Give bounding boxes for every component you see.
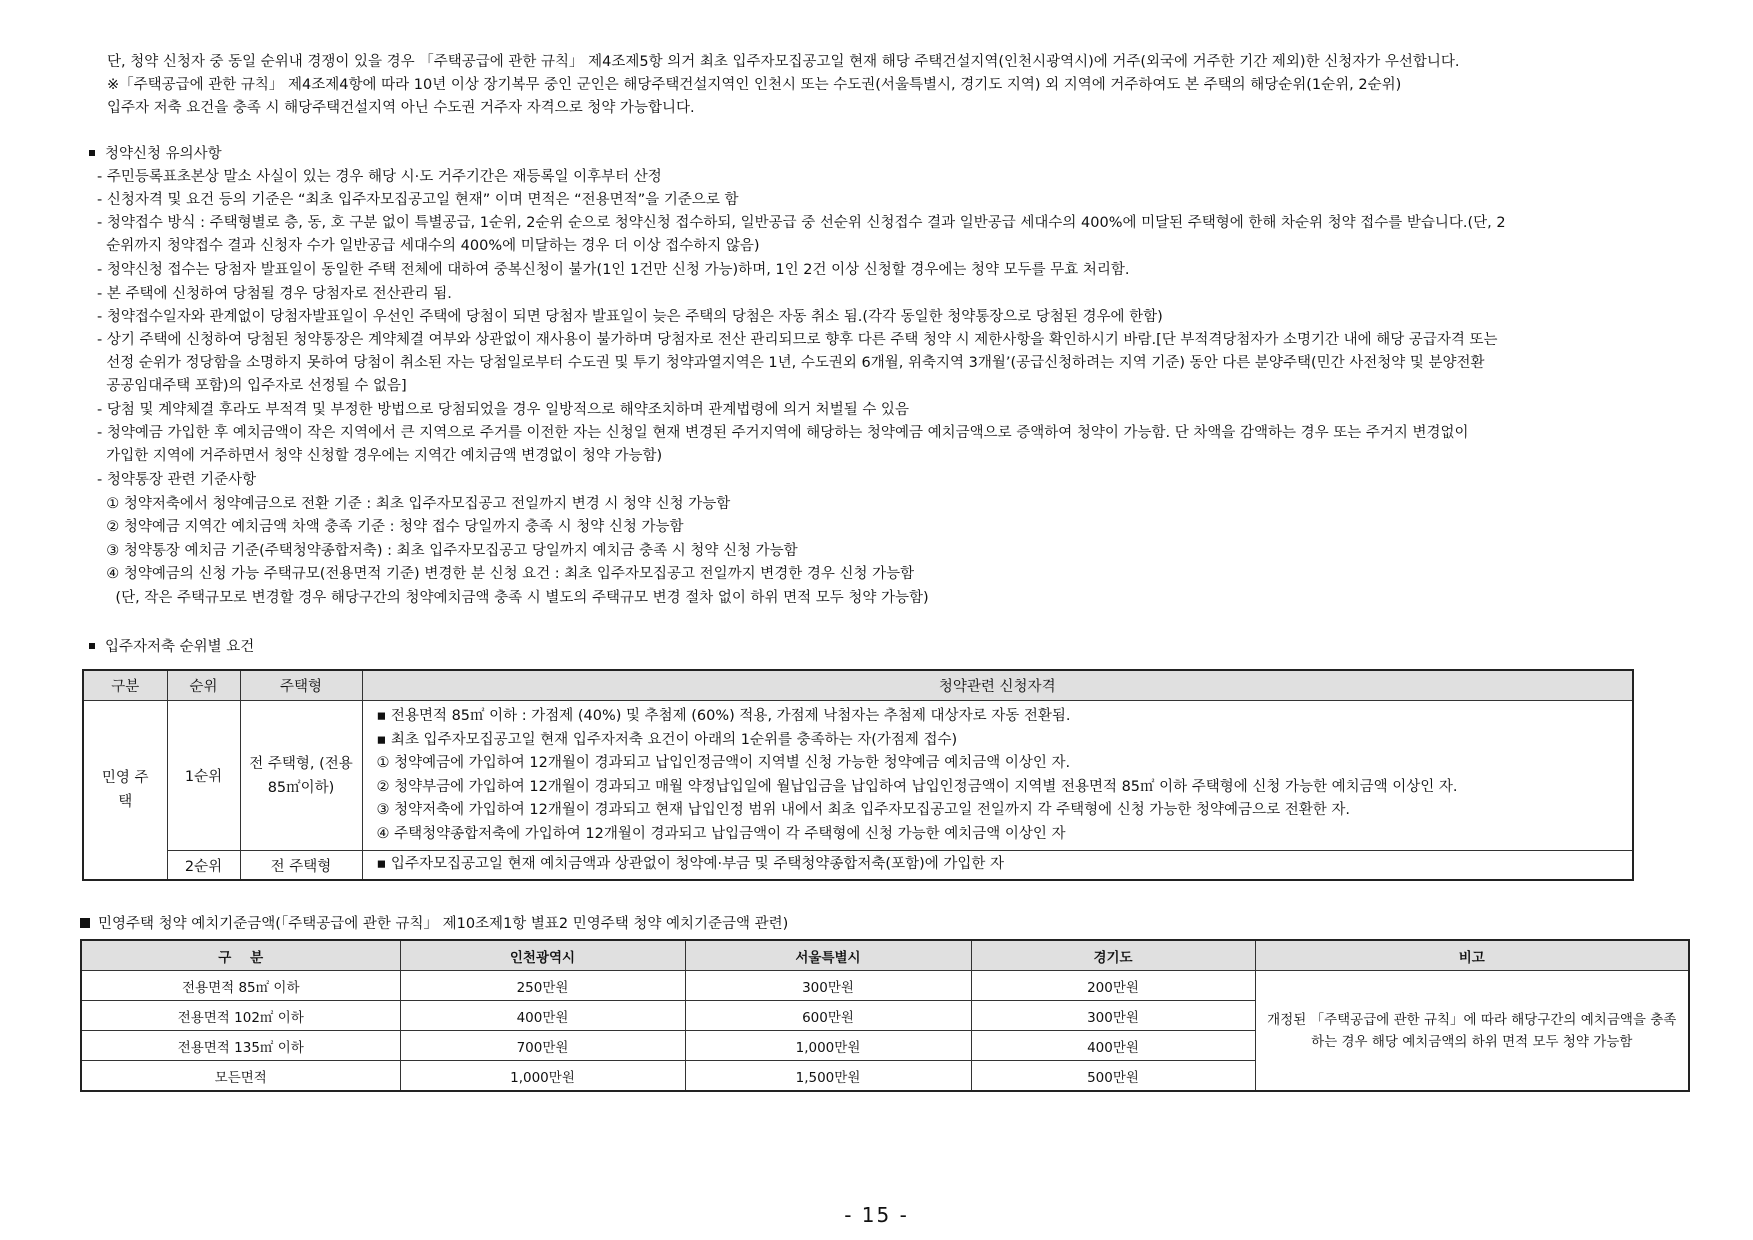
deposit-standard-table bbox=[80, 939, 1690, 1092]
gyeonggi-cell: 200만원 bbox=[971, 971, 1255, 1001]
intro-line-2: ※「주택공급에 관한 규칙」 제4조제4항에 따라 10년 이상 장기복무 중인 군인은 해당주택건설지역인 인천시 또는 수도권(서울특별시, 경기도 지역) 외 지역에 거주하여도 본 주택의 해당순위(1순위, 2순위) bbox=[107, 77, 1402, 93]
note-line: ② 청약예금 지역간 예치금액 차액 충족 기준 : 청약 접수 당일까지 충족 시 청약 신청 가능함 bbox=[97, 519, 684, 535]
note-line: - 당첨 및 계약체결 후라도 부적격 및 부정한 방법으로 당첨되었을 경우 일방적으로 해약조치하며 관계법령에 의거 처벌될 수 있음 bbox=[97, 402, 909, 418]
incheon-cell: 700만원 bbox=[400, 1031, 685, 1061]
gyeonggi-cell: 300만원 bbox=[971, 1001, 1255, 1031]
filled-square-icon bbox=[80, 918, 90, 928]
gyeonggi-cell: 400만원 bbox=[971, 1031, 1255, 1061]
intro-line-3: 입주자 저축 요건을 충족 시 해당주택건설지역 아닌 수도권 거주자 자격으로 청약 가능합니다. bbox=[107, 100, 695, 116]
note-line: (단, 작은 주택규모로 변경할 경우 해당구간의 청약예치금액 충족 시 별도의 주택규모 변경 절차 없이 하위 면적 모두 청약 가능함) bbox=[97, 590, 929, 606]
square-bullet-icon bbox=[89, 150, 95, 156]
table-row bbox=[81, 971, 1689, 1001]
note-line: ① 청약저축에서 청약예금으로 전환 기준 : 최초 입주자모집공고 전일까지 변경 시 청약 신청 가능함 bbox=[97, 496, 731, 512]
seoul-cell: 600만원 bbox=[685, 1001, 971, 1031]
header-cell: 경기도 bbox=[971, 940, 1255, 971]
deposit-heading bbox=[80, 914, 788, 934]
table-row bbox=[83, 851, 1633, 881]
header-cell: 비고 bbox=[1255, 940, 1689, 971]
area-cell: 전용면적 135㎡ 이하 bbox=[81, 1031, 400, 1061]
seoul-cell: 300만원 bbox=[685, 971, 971, 1001]
note-line: - 청약접수일자와 관계없이 당첨자발표일이 우선인 주택에 당첨이 되면 당첨자 발표일이 늦은 주택의 당첨은 자동 취소 됨.(각각 동일한 청약통장으로 당첨된 경우에 한함) bbox=[97, 309, 1163, 325]
square-bullet-icon bbox=[89, 643, 95, 649]
table-row bbox=[83, 701, 1633, 851]
header-cell: 인천광역시 bbox=[400, 940, 685, 971]
seoul-cell: 1,500만원 bbox=[685, 1061, 971, 1092]
note-line: - 상기 주택에 신청하여 당첨된 청약통장은 계약체결 여부와 상관없이 재사용이 불가하며 당첨자로 전산 관리되므로 향후 다른 주택 청약 시 제한사항을 확인하시기 바람.[단 부적격당첨자가 소명기간 내에 해당 공급자격 또는 bbox=[97, 332, 1498, 348]
intro-line-1: 단, 청약 신청자 중 동일 순위내 경쟁이 있을 경우 「주택공급에 관한 규칙」 제4조제5항 의거 최초 입주자모집공고일 현재 해당 주택건설지역(인천시광역시)에 거주(외국에 거주한 기간 제외)한 신청자가 우선합니다. bbox=[107, 54, 1460, 70]
qualification-line: ▪ 전용면적 85㎡ 이하 : 가점제 (40%) 및 추첨제 (60%) 적용, 가점제 낙첨자는 추첨제 대상자로 자동 전환됨. bbox=[376, 708, 1071, 724]
rank-cell: 2순위 bbox=[167, 851, 240, 881]
rank-cell: 1순위 bbox=[167, 701, 240, 851]
qualification-cell bbox=[362, 701, 1633, 851]
qualification-line: ① 청약예금에 가입하여 12개월이 경과되고 납입인정금액이 지역별 신청 가능한 청약예금 예치금액 이상인 자. bbox=[376, 755, 1071, 771]
note-line: - 청약접수 방식 : 주택형별로 층, 동, 호 구분 없이 특별공급, 1순위, 2순위 순으로 청약신청 접수하되, 일반공급 중 선순위 신청접수 결과 일반공급 세대수의 400%에 미달된 주택형에 한해 차순위 청약 접수를 받습니다.(단, 2 bbox=[97, 215, 1506, 231]
incheon-cell: 250만원 bbox=[400, 971, 685, 1001]
qualification-line: ② 청약부금에 가입하여 12개월이 경과되고 매월 약정납입일에 월납입금을 납입하여 납입인정금액이 지역별 전용면적 85㎡ 이하 주택형에 신청 가능한 예치금액 이상인 자. bbox=[376, 778, 1458, 795]
deposit-heading-text: 민영주택 청약 예치기준금액(「주택공급에 관한 규칙」 제10조제1항 별표2 민영주택 청약 예치기준금액 관련) bbox=[98, 916, 789, 932]
housing-type-cell: 전 주택형 bbox=[240, 851, 362, 881]
area-cell: 전용면적 85㎡ 이하 bbox=[81, 971, 400, 1001]
category-cell: 민영 주택 bbox=[83, 701, 167, 881]
note-line: ③ 청약통장 예치금 기준(주택청약종합저축) : 최초 입주자모집공고 당일까지 예치금 충족 시 청약 신청 가능함 bbox=[97, 543, 798, 559]
note-line: - 신청자격 및 요건 등의 기준은 “최초 입주자모집공고일 현재” 이며 면적은 “전용면적”을 기준으로 함 bbox=[97, 192, 739, 208]
note-line: 선정 순위가 정당함을 소명하지 못하여 당첨이 취소된 자는 당첨일로부터 수도권 및 투기 청약과열지역은 1년, 수도권외 6개월, 위축지역 3개월’(공급신청하려는 지역 기준) 동안 다른 분양주택(민간 사전청약 및 분양전환 bbox=[97, 355, 1485, 371]
note-line: 순위까지 청약접수 결과 신청자 수가 일반공급 세대수의 400%에 미달하는 경우 더 이상 접수하지 않음) bbox=[97, 238, 760, 254]
note-line: - 본 주택에 신청하여 당첨될 경우 당첨자로 전산관리 됨. bbox=[97, 286, 452, 302]
rank-requirements-table bbox=[82, 669, 1634, 881]
table-header-row bbox=[83, 670, 1633, 701]
housing-type-cell: 전 주택형, (전용 85㎡이하) bbox=[240, 701, 362, 851]
area-cell: 전용면적 102㎡ 이하 bbox=[81, 1001, 400, 1031]
rank-heading bbox=[89, 637, 254, 657]
note-line: - 청약예금 가입한 후 예치금액이 작은 지역에서 큰 지역으로 주거를 이전한 자는 신청일 현재 변경된 주거지역에 해당하는 청약예금 예치금액으로 증액하여 청약이 가능함. 단 차액을 감액하는 경우 또는 주거지 변경없이 bbox=[97, 425, 1469, 441]
incheon-cell: 1,000만원 bbox=[400, 1061, 685, 1092]
page-number: - 15 - bbox=[844, 1203, 909, 1227]
seoul-cell: 1,000만원 bbox=[685, 1031, 971, 1061]
gyeonggi-cell: 500만원 bbox=[971, 1061, 1255, 1092]
header-cell: 순위 bbox=[167, 670, 240, 701]
header-cell: 주택형 bbox=[240, 670, 362, 701]
qualification-line: ▪ 최초 입주자모집공고일 현재 입주자저축 요건이 아래의 1순위를 충족하는 자(가점제 접수) bbox=[376, 731, 958, 748]
header-cell: 청약관련 신청자격 bbox=[362, 670, 1633, 701]
note-line: 공공임대주택 포함)의 입주자로 선정될 수 없음] bbox=[97, 378, 407, 394]
note-line: - 청약신청 접수는 당첨자 발표일이 동일한 주택 전체에 대하여 중복신청이 불가(1인 1건만 신청 가능)하며, 1인 2건 이상 신청할 경우에는 청약 모두를 무효 처리함. bbox=[97, 262, 1130, 278]
notes-heading bbox=[89, 144, 222, 164]
notes-heading-text: 청약신청 유의사항 bbox=[105, 146, 222, 162]
rank-heading-text: 입주자저축 순위별 요건 bbox=[105, 639, 255, 655]
area-cell: 모든면적 bbox=[81, 1061, 400, 1092]
note-line: - 주민등록표초본상 말소 사실이 있는 경우 해당 시·도 거주기간은 재등록일 이후부터 산정 bbox=[97, 169, 662, 185]
header-cell: 구분 bbox=[83, 670, 167, 701]
qualification-line: ③ 청약저축에 가입하여 12개월이 경과되고 현재 납입인정 범위 내에서 최초 입주자모집공고일 전일까지 각 주택형에 신청 가능한 청약예금으로 전환한 자. bbox=[376, 802, 1350, 818]
note-line: - 청약통장 관련 기준사항 bbox=[97, 472, 257, 488]
qualification-cell bbox=[362, 851, 1633, 881]
remark-cell: 개정된 「주택공급에 관한 규칙」에 따라 해당구간의 예치금액을 충족하는 경우 해당 예치금액의 하위 면적 모두 청약 가능함 bbox=[1255, 971, 1689, 1092]
table-header-row bbox=[81, 940, 1689, 971]
note-line: ④ 청약예금의 신청 가능 주택규모(전용면적 기준) 변경한 분 신청 요건 : 최초 입주자모집공고 전일까지 변경한 경우 신청 가능함 bbox=[97, 566, 915, 582]
incheon-cell: 400만원 bbox=[400, 1001, 685, 1031]
qualification-line: ▪ 입주자모집공고일 현재 예치금액과 상관없이 청약예·부금 및 주택청약종합저축(포함)에 가입한 자 bbox=[376, 856, 1005, 873]
header-cell: 서울특별시 bbox=[685, 940, 971, 971]
qualification-line: ④ 주택청약종합저축에 가입하여 12개월이 경과되고 납입금액이 각 주택형에 신청 가능한 예치금액 이상인 자 bbox=[376, 825, 1066, 842]
note-line: 가입한 지역에 거주하면서 청약 신청할 경우에는 지역간 예치금액 변경없이 청약 가능함) bbox=[97, 448, 663, 464]
header-cell: 구 분 bbox=[81, 940, 400, 971]
